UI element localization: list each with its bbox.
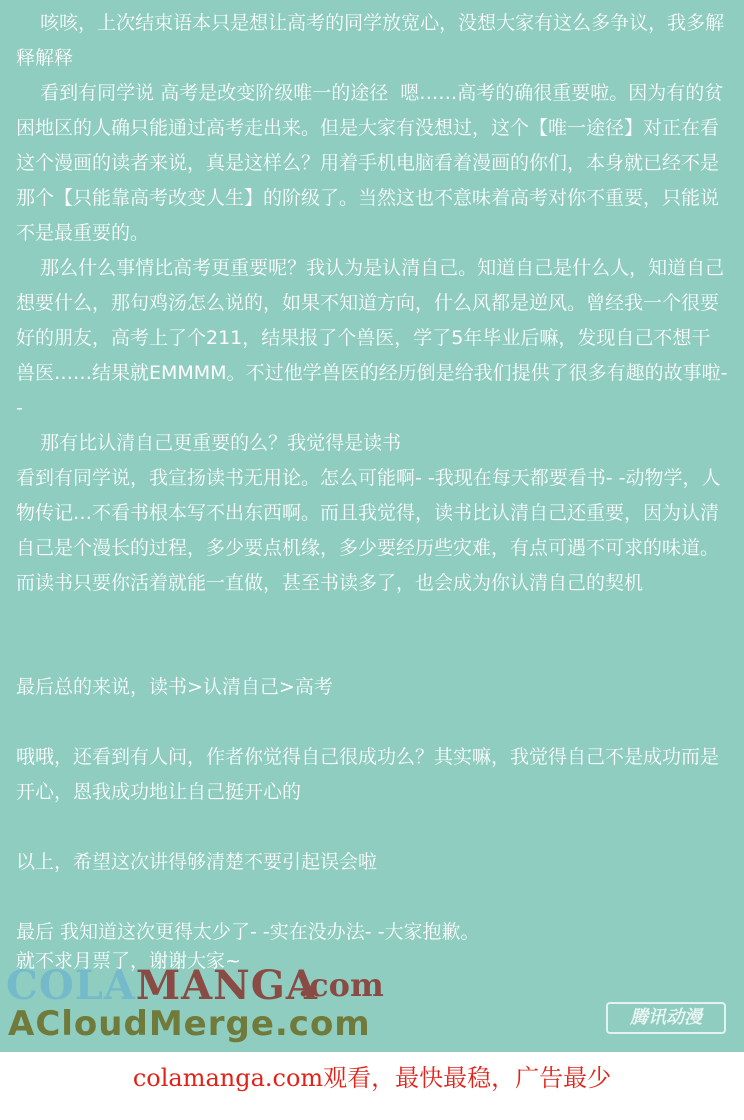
paragraph-conclusion: 以上，希望这次讲得够清楚不要引起误会啦 [16, 851, 378, 873]
paragraph-thanks: 就不求月票了，谢谢大家~ [16, 950, 241, 972]
colamanga-com-watermark: .com [298, 966, 384, 1004]
acloudmerge-watermark: ACloudMerge.com [8, 1004, 371, 1044]
paragraph-summary: 最后总的来说，读书>认清自己>高考 [16, 676, 333, 698]
tencent-comics-logo: 腾讯动漫 [606, 1002, 726, 1034]
paragraph-reading: 看到有同学说，我宣扬读书无用论。怎么可能啊- -我现在每天都要看书- -动物学，人物传记…不看书根本写不出东西啊。而且我觉得，读书比认清自己还重要，因为认清自己是个漫长的过程，多少要点机缘，多少要经历些灾难，有点可遇不可求的味道。而读书只要你活着就能一直做，甚至书读多了，也会成为你认清自己的契机 [16, 467, 721, 594]
paragraph-reading-question: 那有比认清自己更重要的么？我觉得是读书 [16, 432, 402, 454]
paragraph-self-knowledge: 那么什么事情比高考更重要呢？我认为是认清自己。知道自己是什么人，知道自己想要什么，那句鸡汤怎么说的，如果不知道方向，什么风都是逆风。曾经我一个很要好的朋友，高考上了个211，结果报了个兽医，学了5年毕业后嘛，发现自己不想干兽医……结果就EMMMM。不过他学兽医的经历倒是给我们提供了很多有趣的故事啦- - [16, 257, 734, 419]
paragraph-gaokao: 看到有同学说 高考是改变阶级唯一的途径 嗯……高考的确很重要啦。因为有的贫困地区的人确只能通过高考走出来。但是大家有没想过，这个【唯一途径】对正在看这个漫画的读者来说，真是这样么？用着手机电脑看着漫画的你们，本身就已经不是那个【只能靠高考改变人生】的阶级了。当然这也不意味着高考对你不重要，只能说不是最重要的。 [16, 82, 724, 244]
paragraph-success: 哦哦，还看到有人问，作者你觉得自己很成功么？其实嘛，我觉得自己不是成功而是开心，恩我成功地让自己挺开心的 [16, 746, 720, 803]
colamanga-watermark: COLAMANGA [6, 962, 318, 1009]
paragraph-apology: 最后 我知道这次更得太少了- -实在没办法- -大家抱歉。 [16, 921, 480, 943]
paragraph-intro: 咳咳，上次结束语本只是想让高考的同学放宽心，没想大家有这么多争议，我多解释解释 [16, 12, 725, 69]
footer-banner[interactable]: colamanga.com观看，最快最稳，广告最少 [132, 1064, 612, 1092]
